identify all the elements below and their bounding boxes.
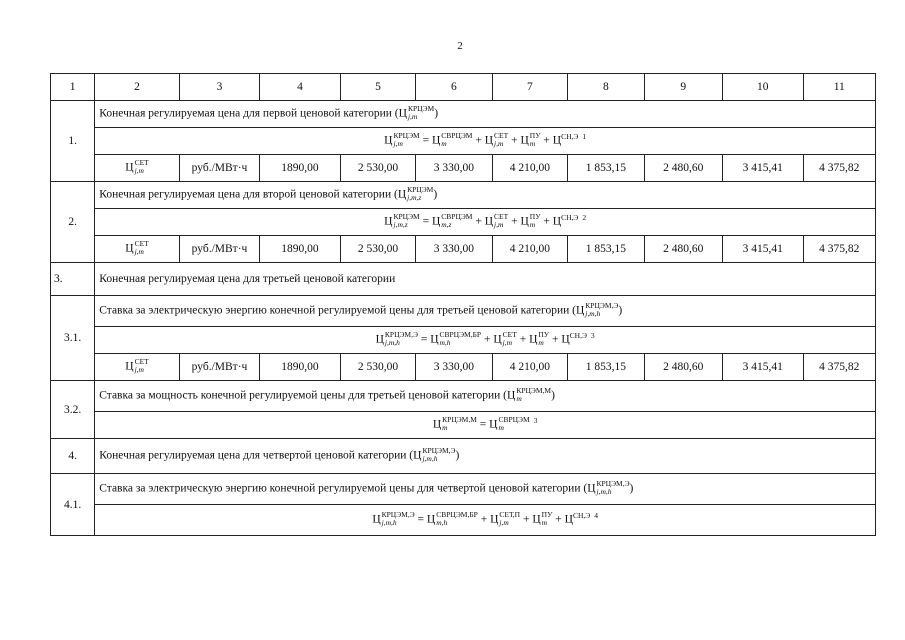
value-cell: 1890,00 xyxy=(260,354,340,381)
value-cell: 3 415,41 xyxy=(723,354,803,381)
header-cell: 7 xyxy=(492,74,567,101)
value-cell: 4 210,00 xyxy=(492,354,567,381)
formula: Ц КРЦЭМ,Э j,m,h = Ц СВРЦЭМ,БР m,h + Ц СЕТ,П j,m + Ц ПУ m + $Ц^{СН,Э}$ $^4$ xyxy=(95,505,876,536)
value-cell: 2 480,60 xyxy=(644,354,722,381)
value-cell: 1 853,15 xyxy=(568,236,644,263)
footnote-marker: 3 xyxy=(590,330,595,340)
component-symbol: Ц СЕТ j,m xyxy=(95,155,180,182)
header-cell: 6 xyxy=(416,74,492,101)
value-cell: 4 210,00 xyxy=(492,236,567,263)
value-cell: 3 330,00 xyxy=(416,236,492,263)
section-number: 1. xyxy=(51,101,95,182)
section-title: Конечная регулируемая цена для второй ценовой категории (Ц КРЦЭМ j,m,z ) xyxy=(95,182,876,209)
value-cell: 1890,00 xyxy=(260,155,340,182)
section-4-1-formula-row xyxy=(51,505,876,536)
footnote-marker: 3 xyxy=(533,415,538,425)
header-cell: 3 xyxy=(179,74,259,101)
value-cell: 3 330,00 xyxy=(416,155,492,182)
section-number: 3.2. xyxy=(51,381,95,439)
header-cell: 2 xyxy=(95,74,180,101)
component-symbol: Ц СЕТ j,m xyxy=(95,354,180,381)
value-cell: 2 530,00 xyxy=(340,236,415,263)
value-cell: 4 375,82 xyxy=(803,236,876,263)
footnote-marker: 4 xyxy=(594,510,598,520)
section-4-1-title-row xyxy=(51,474,876,505)
section-title: Конечная регулируемая цена для третьей ценовой категории xyxy=(95,263,876,296)
header-cell: 1 xyxy=(51,74,95,101)
unit-cell: руб./МВт·ч xyxy=(179,155,259,182)
section-1-title-row xyxy=(51,101,876,128)
tariff-table xyxy=(50,73,876,536)
section-1-formula-row xyxy=(51,128,876,155)
section-3-1-title-row xyxy=(51,296,876,327)
section-number: 4.1. xyxy=(51,474,95,536)
section-3-title-row xyxy=(51,263,876,296)
value-cell: 1 853,15 xyxy=(568,354,644,381)
section-number: 2. xyxy=(51,182,95,263)
value-cell: 2 480,60 xyxy=(644,236,722,263)
page-number: 2 xyxy=(457,40,463,52)
section-3-2-title-row xyxy=(51,381,876,412)
header-cell: 8 xyxy=(568,74,644,101)
formula: Ц КРЦЭМ,Э j,m,h = Ц СВРЦЭМ,БР m,h + Ц СЕТ j,m + Ц ПУ m + $Ц^{СН,Э}$ $^3$ xyxy=(95,327,876,354)
formula: Ц КРЦЭМ j,m = Ц СВРЦЭМ m + Ц СЕТ j,m + Ц ПУ m + $Ц^{СН,Э}$ $^1$ xyxy=(95,128,876,155)
value-cell: 2 530,00 xyxy=(340,354,415,381)
value-cell: 2 480,60 xyxy=(644,155,722,182)
component-symbol: Ц СЕТ j,m xyxy=(95,236,180,263)
value-cell: 3 415,41 xyxy=(723,236,803,263)
unit-cell: руб./МВт·ч xyxy=(179,236,259,263)
formula: Ц КРЦЭМ j,m,z = Ц СВРЦЭМ m,z + Ц СЕТ j,m + Ц ПУ m + $Ц^{СН,Э}$ $^2$ xyxy=(95,209,876,236)
section-2-formula-row xyxy=(51,209,876,236)
section-title: Конечная регулируемая цена для первой ценовой категории (Ц КРЦЭМ j,m ) xyxy=(95,101,876,128)
header-cell: 4 xyxy=(260,74,340,101)
section-2-title-row xyxy=(51,182,876,209)
section-3-1-formula-row xyxy=(51,327,876,354)
section-4-title-row xyxy=(51,439,876,474)
section-title: Конечная регулируемая цена для четвертой ценовой категории (Ц КРЦЭМ,Э j,m,h ) xyxy=(95,439,876,474)
formula: Ц КРЦЭМ,М m = Ц СВРЦЭМ m $^3$ xyxy=(95,412,876,439)
section-number: 3. xyxy=(51,263,95,296)
section-title: Ставка за мощность конечной регулируемой цены для третьей ценовой категории (Ц КРЦЭМ,М m ) xyxy=(95,381,876,412)
header-cell: 10 xyxy=(723,74,803,101)
section-3-2-formula-row xyxy=(51,412,876,439)
value-cell: 1 853,15 xyxy=(568,155,644,182)
header-cell: 9 xyxy=(644,74,722,101)
value-cell: 3 415,41 xyxy=(723,155,803,182)
section-title: Ставка за электрическую энергию конечной регулируемой цены для третьей ценовой категории (Ц КРЦЭМ,Э j,m,h ) xyxy=(95,296,876,327)
section-number: 4. xyxy=(51,439,95,474)
value-cell: 3 330,00 xyxy=(416,354,492,381)
unit-cell: руб./МВт·ч xyxy=(179,354,259,381)
value-cell: 4 375,82 xyxy=(803,354,876,381)
value-cell: 4 210,00 xyxy=(492,155,567,182)
header-row xyxy=(51,74,876,101)
header-cell: 5 xyxy=(340,74,415,101)
footnote-marker: 2 xyxy=(582,212,587,222)
header-cell: 11 xyxy=(803,74,876,101)
value-cell: 2 530,00 xyxy=(340,155,415,182)
section-number: 3.1. xyxy=(51,296,95,381)
section-3-1-values-row xyxy=(51,354,876,381)
section-2-values-row xyxy=(51,236,876,263)
section-title: Ставка за электрическую энергию конечной регулируемой цены для четвертой ценовой категории (Ц КРЦЭМ,Э j,m,h ) xyxy=(95,474,876,505)
section-1-values-row xyxy=(51,155,876,182)
footnote-marker: 1 xyxy=(582,131,587,141)
value-cell: 4 375,82 xyxy=(803,155,876,182)
value-cell: 1890,00 xyxy=(260,236,340,263)
